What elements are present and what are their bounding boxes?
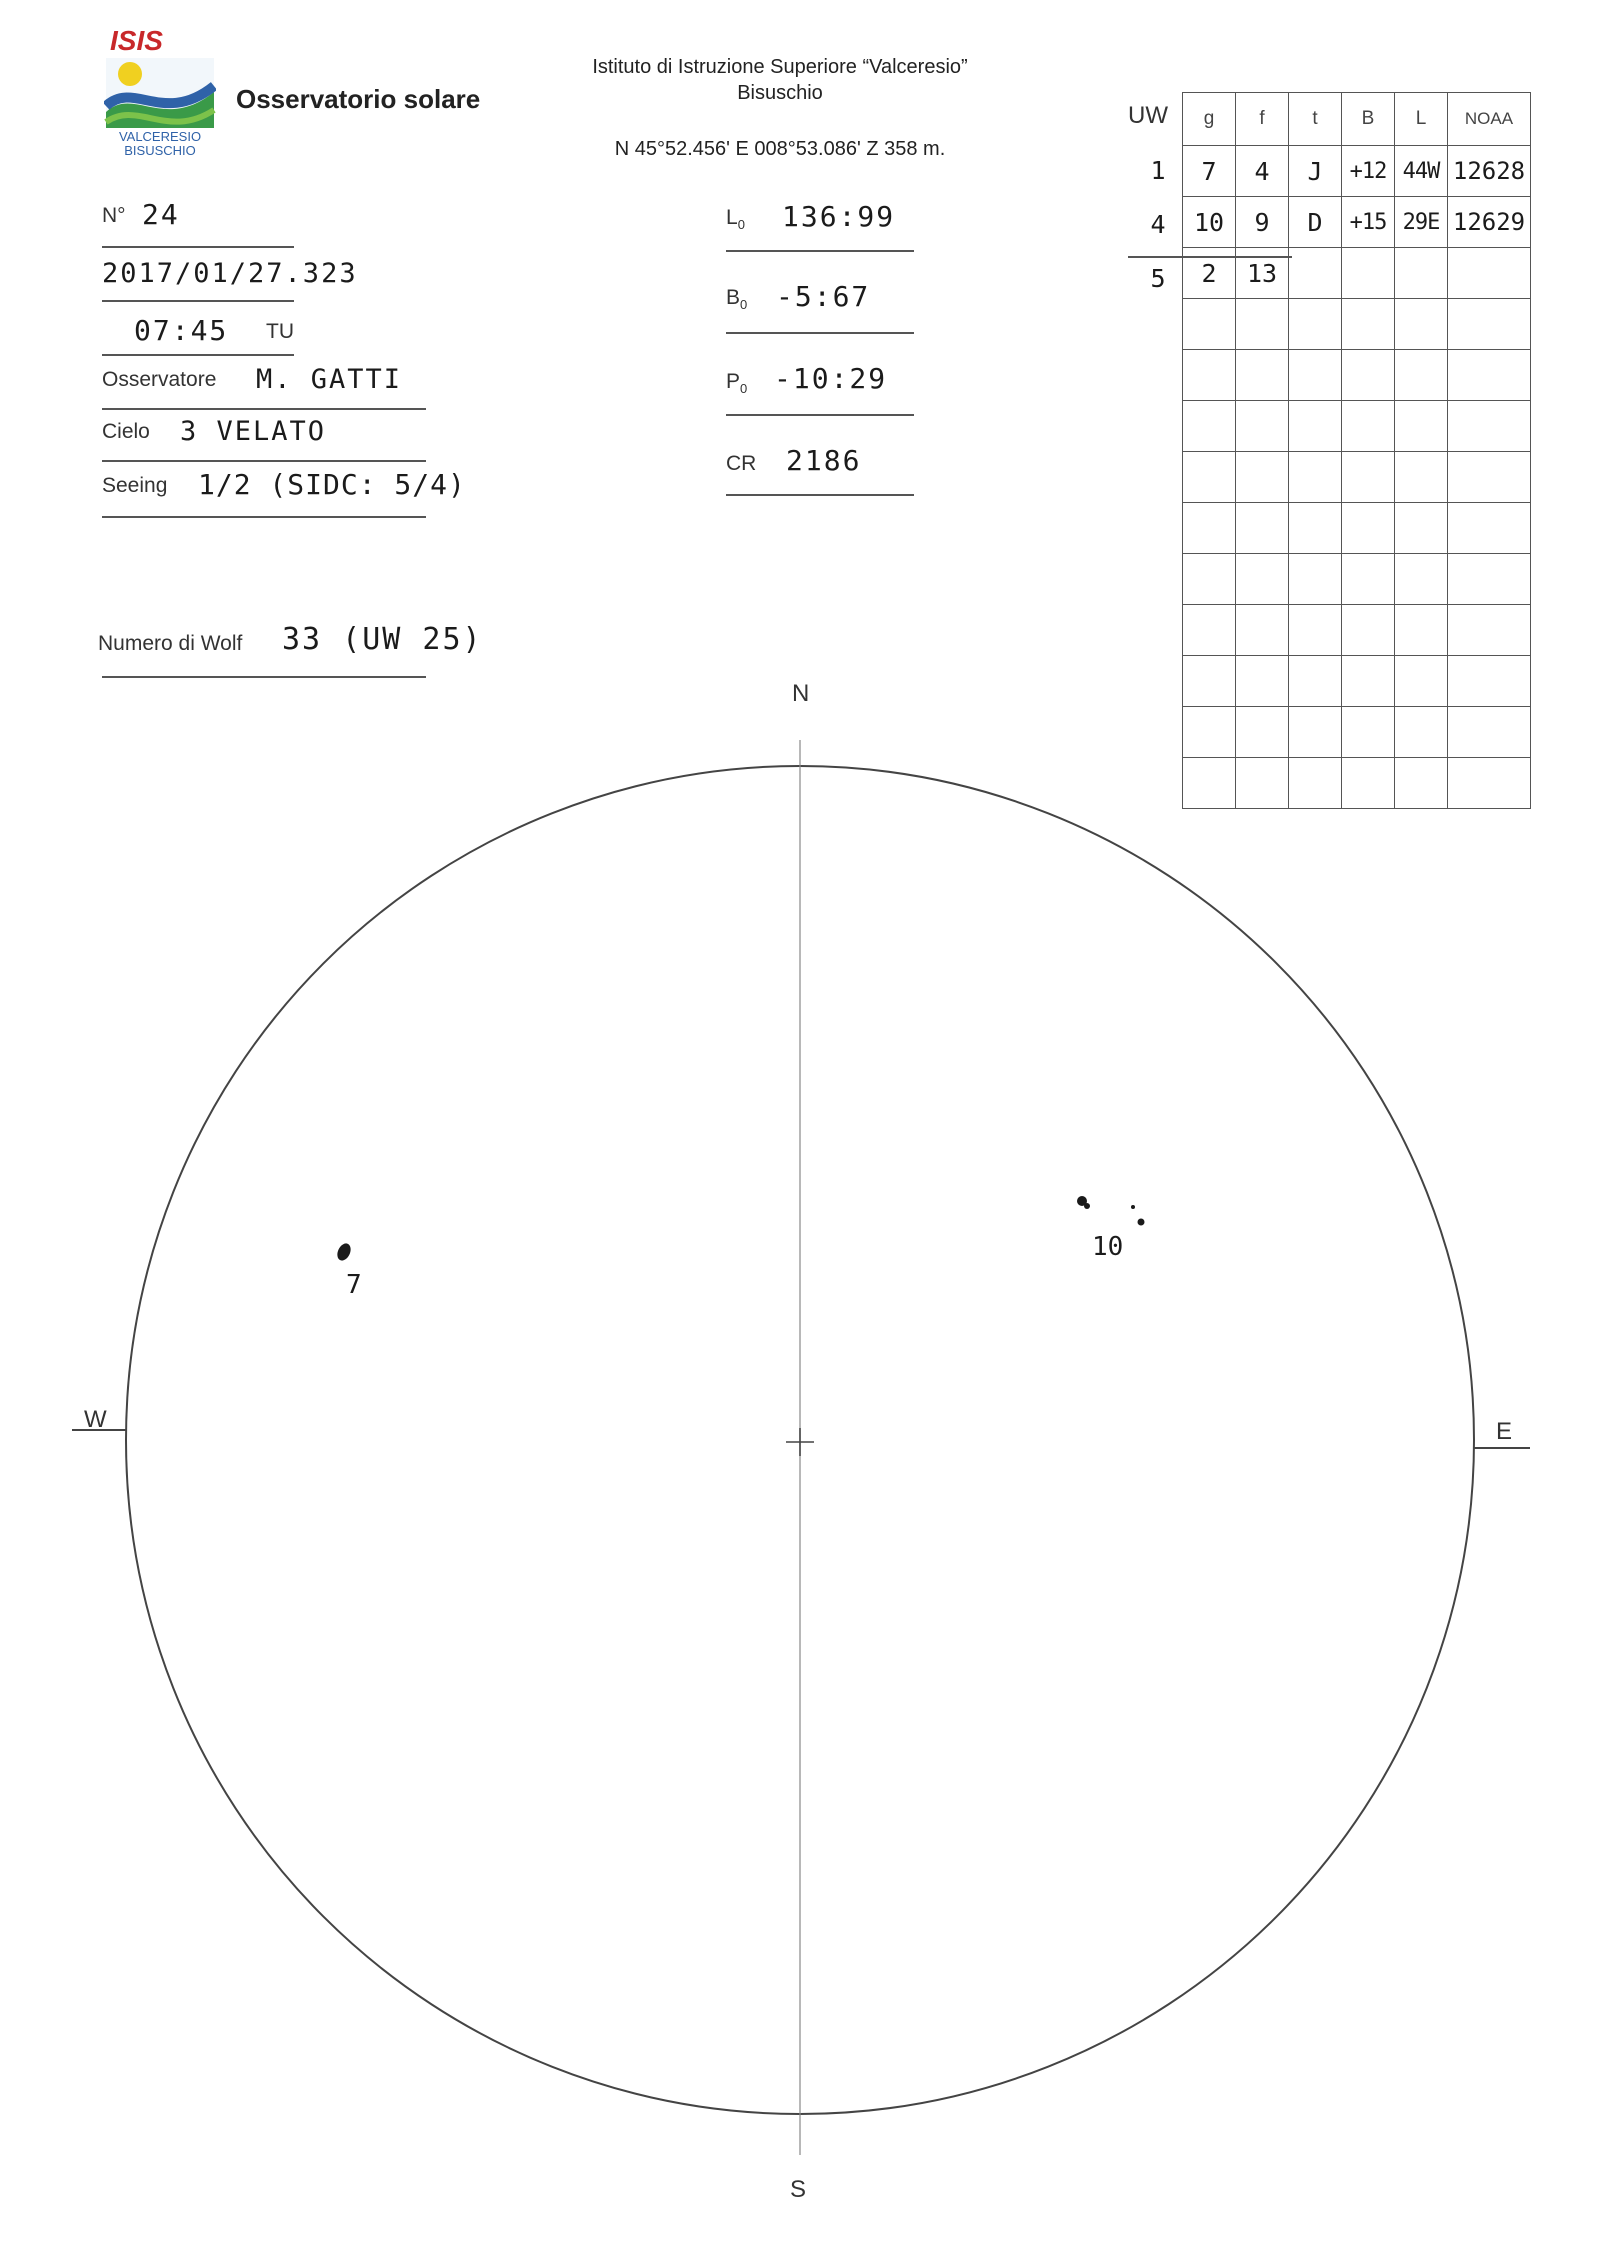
col-g-header: g <box>1183 93 1236 146</box>
col-l-header: L <box>1395 93 1448 146</box>
cell-g: 7 <box>1183 146 1236 197</box>
institute-name: Istituto di Istruzione Superiore “Valceresio” <box>592 56 968 78</box>
group-label-7: 7 <box>346 1270 362 1300</box>
cr-label: CR <box>726 452 757 475</box>
sky-label: Cielo <box>102 420 150 443</box>
col-b-header: B <box>1342 93 1395 146</box>
wolf-label: Numero di Wolf <box>98 632 243 655</box>
uw-row-2: 4 <box>1150 210 1166 239</box>
logo-caption: VALCERESIO BISUSCHIO <box>118 129 202 158</box>
institute-town: Bisuschio <box>737 82 823 104</box>
uw-total: 5 <box>1150 264 1166 293</box>
group-label-10: 10 <box>1092 1232 1124 1262</box>
total-g: 2 <box>1183 248 1236 299</box>
cell-b: +12 <box>1342 146 1395 197</box>
south-label: S <box>790 2176 807 2203</box>
observer-value: M. GATTI <box>256 364 403 395</box>
number-value: 24 <box>142 198 180 231</box>
seeing-value: 1/2 (SIDC: 5/4) <box>198 468 466 501</box>
cell-l: 44W <box>1395 146 1448 197</box>
observer-label: Osservatore <box>102 368 217 391</box>
sunspot-group-7 <box>335 1241 353 1262</box>
cell-t: J <box>1289 146 1342 197</box>
col-f-header: f <box>1236 93 1289 146</box>
east-label: E <box>1496 1418 1513 1445</box>
sunspot-group-10-leader-b <box>1084 1203 1090 1209</box>
cr-value: 2186 <box>786 444 862 477</box>
uw-row-1: 1 <box>1150 156 1166 185</box>
col-t-header: t <box>1289 93 1342 146</box>
sunspot-group-10-follower <box>1138 1219 1145 1226</box>
cell-g: 10 <box>1183 197 1236 248</box>
observatory-title: Osservatorio solare <box>236 84 481 114</box>
time-value: 07:45 <box>134 314 229 347</box>
seeing-label: Seeing <box>102 474 168 497</box>
p0-label: $P_0$ <box>726 370 748 397</box>
sky-value: 3 VELATO <box>180 416 327 447</box>
p0-value: -10:29 <box>774 362 888 395</box>
station-coordinates: N 45°52.456' E 008°53.086' Z 358 m. <box>614 138 946 160</box>
cell-f: 9 <box>1236 197 1289 248</box>
north-label: N <box>792 680 810 707</box>
logo-wordmark: ISIS <box>110 28 163 56</box>
time-unit: TU <box>266 320 294 343</box>
total-f: 13 <box>1236 248 1289 299</box>
cell-b: +15 <box>1342 197 1395 248</box>
b0-label: $B_0$ <box>726 286 748 313</box>
l0-value: 136:99 <box>782 200 896 233</box>
west-label: W <box>84 1406 107 1433</box>
uw-column-header: UW <box>1128 102 1168 129</box>
cell-noaa: 12629 <box>1448 197 1531 248</box>
cell-noaa: 12628 <box>1448 146 1531 197</box>
date-value: 2017/01/27.323 <box>102 258 358 289</box>
l0-label: $L_0$ <box>726 206 745 233</box>
cell-f: 4 <box>1236 146 1289 197</box>
cell-l: 29E <box>1395 197 1448 248</box>
number-label: N° <box>102 204 126 227</box>
col-noaa-header: NOAA <box>1448 93 1531 146</box>
b0-value: -5:67 <box>776 280 871 313</box>
sunspot-group-10-pore <box>1131 1205 1135 1209</box>
cell-t: D <box>1289 197 1342 248</box>
wolf-value: 33 (UW 25) <box>282 622 483 657</box>
